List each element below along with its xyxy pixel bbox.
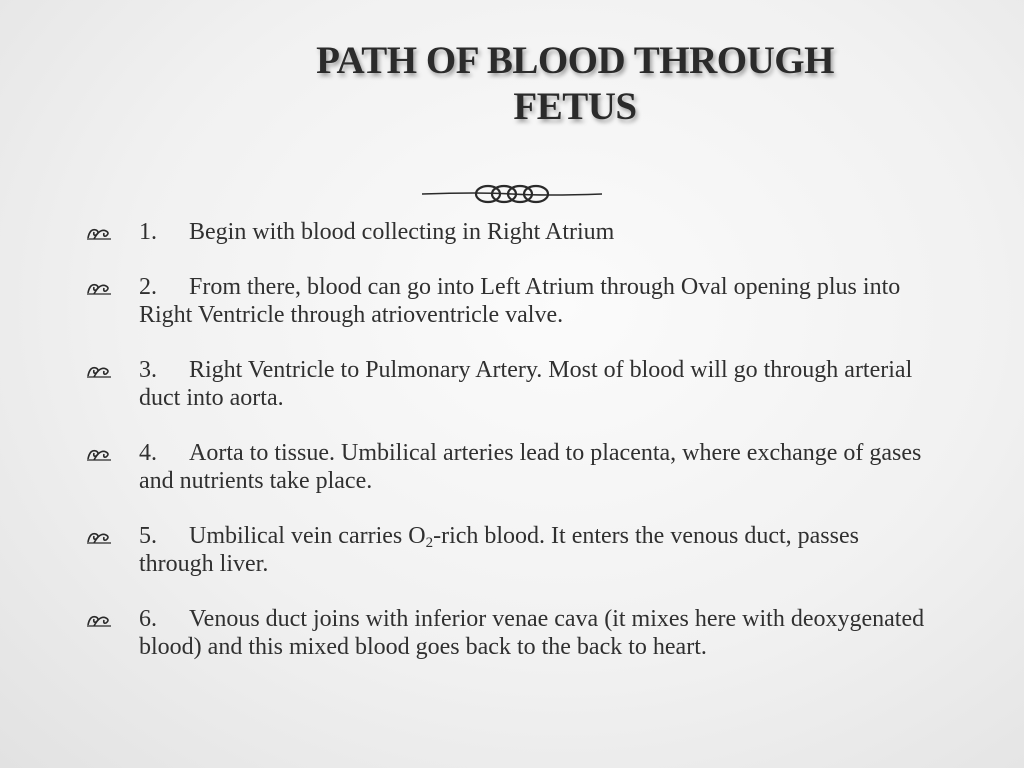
item-text: Right Ventricle to Pulmonary Artery. Most of blood will go through arterial duct into aorta. <box>139 357 913 411</box>
list-item <box>86 218 936 246</box>
list-item <box>86 273 936 329</box>
bullet-list <box>86 218 936 688</box>
swirl-bullet-icon <box>86 445 112 463</box>
item-number: 2. <box>139 274 157 300</box>
item-number: 3. <box>139 357 157 383</box>
item-number: 5. <box>139 523 157 549</box>
list-item <box>86 522 936 578</box>
title-line-1: PATH OF BLOOD THROUGH <box>316 39 834 82</box>
item-text-before: Umbilical vein carries O <box>189 523 426 549</box>
item-text: Aorta to tissue. Umbilical arteries lead to placenta, where exchange of gases and nutrients take place. <box>139 440 922 494</box>
swirl-bullet-icon <box>86 528 112 546</box>
item-number: 6. <box>139 606 157 632</box>
item-number: 4. <box>139 440 157 466</box>
item-text-after: -rich blood. It enters the venous duct, passes through liver. <box>139 523 859 577</box>
swirl-bullet-icon <box>86 279 112 297</box>
item-text: Begin with blood collecting in Right Atrium <box>189 219 615 245</box>
list-item <box>86 605 936 661</box>
swirl-bullet-icon <box>86 224 112 242</box>
slide-title <box>150 38 1000 130</box>
subscript-2: 2 <box>425 535 434 551</box>
flourish-divider-icon <box>420 178 604 210</box>
title-line-2: FETUS <box>513 85 637 128</box>
item-text: From there, blood can go into Left Atrium through Oval opening plus into Right Ventricle through atrioventricle valve. <box>139 274 901 328</box>
swirl-bullet-icon <box>86 362 112 380</box>
item-text: Venous duct joins with inferior venae cava (it mixes here with deoxygenated blood) and this mixed blood goes back to the back to heart. <box>139 606 925 660</box>
swirl-bullet-icon <box>86 611 112 629</box>
item-number: 1. <box>139 219 157 245</box>
list-item <box>86 439 936 495</box>
list-item <box>86 356 936 412</box>
